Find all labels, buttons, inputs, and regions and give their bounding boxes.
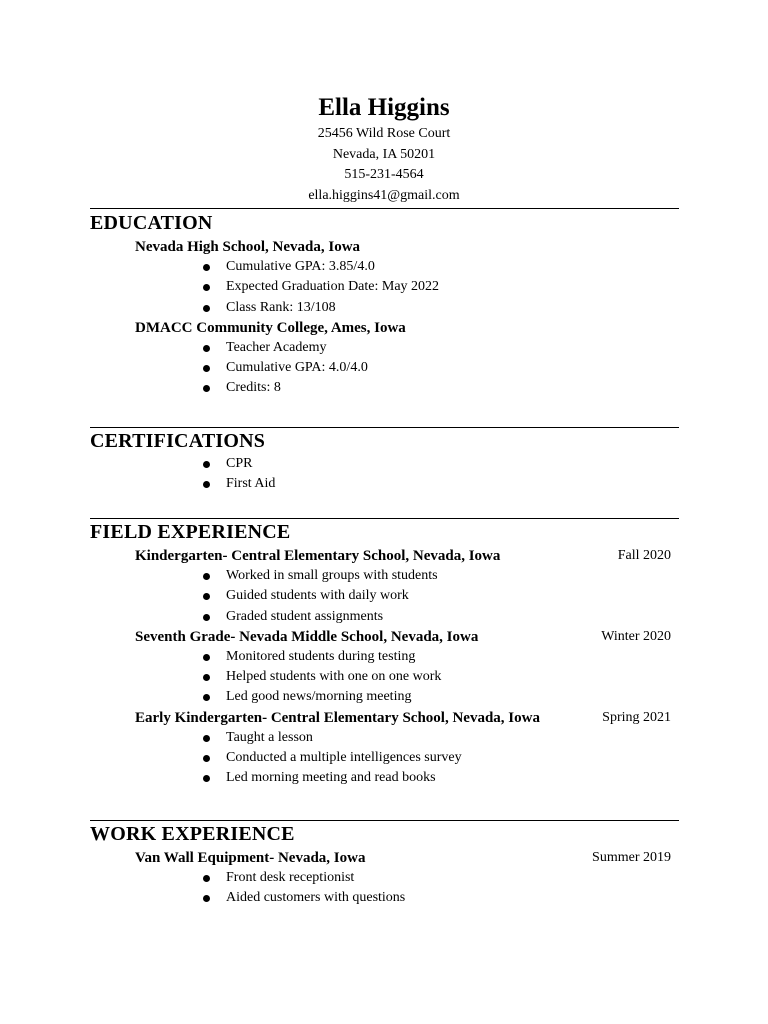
bullet-icon: [203, 573, 210, 580]
entry-heading: [135, 708, 679, 728]
list-item: [135, 474, 679, 494]
bullet-icon: [203, 461, 210, 468]
bullet-icon: [203, 264, 210, 271]
list-item-text: Led morning meeting and read books: [226, 770, 436, 786]
entry-date: Fall 2020: [617, 548, 671, 563]
list-item-text: Aided customers with questions: [226, 890, 406, 906]
bullet-icon: [203, 735, 210, 742]
field-experience-section: [90, 519, 679, 789]
list-item: [135, 647, 679, 667]
work-experience-section: [90, 821, 679, 909]
entry-heading: [135, 546, 679, 566]
bullet-icon: [203, 345, 210, 352]
certifications-section: [90, 428, 679, 495]
list-item: [135, 378, 679, 398]
list-item-text: Teacher Academy: [226, 339, 327, 355]
bullet-list: [135, 728, 679, 789]
bullet-list: [135, 868, 679, 909]
list-item-text: Monitored students during testing: [226, 648, 416, 664]
bullet-icon: [203, 875, 210, 882]
list-item: [135, 667, 679, 687]
bullet-icon: [203, 481, 210, 488]
list-item-text: Credits: 8: [226, 380, 281, 396]
section-title-work-experience: WORK EXPERIENCE: [90, 823, 295, 845]
entry-date: Spring 2021: [602, 709, 671, 725]
list-item: [135, 888, 679, 908]
bullet-icon: [203, 385, 210, 392]
entry-heading: DMACC Community College, Ames, Iowa: [135, 319, 406, 336]
phone-number: 515-231-4564: [344, 167, 424, 182]
list-item-text: Cumulative GPA: 3.85/4.0: [226, 259, 375, 274]
entry-date: Winter 2020: [601, 628, 671, 644]
section-title-certifications: CERTIFICATIONS: [90, 430, 266, 452]
list-item-text: Led good news/morning meeting: [226, 689, 412, 705]
list-item-text: Graded student assignments: [226, 608, 384, 624]
list-item-text: Helped students with one on one work: [226, 669, 442, 685]
list-item-text: Class Rank: 13/108: [226, 299, 336, 315]
education-entry: [135, 237, 679, 318]
entry-heading-text: Early Kindergarten- Central Elementary School, Nevada, Iowa: [135, 709, 540, 726]
list-item-text: Worked in small groups with students: [226, 568, 438, 583]
entry-heading-text: Seventh Grade- Nevada Middle School, Nevada, Iowa: [135, 628, 479, 645]
bullet-icon: [203, 895, 210, 902]
bullet-icon: [203, 305, 210, 312]
list-item: [135, 586, 679, 606]
list-item: [135, 277, 679, 297]
bullet-icon: [203, 654, 210, 661]
bullet-icon: [203, 755, 210, 762]
field-experience-entry: [135, 627, 679, 708]
bullet-icon: [203, 674, 210, 681]
field-experience-entry: [135, 546, 679, 627]
section-title-education: EDUCATION: [90, 212, 213, 234]
field-experience-entry: [135, 708, 679, 789]
list-item: [135, 768, 679, 788]
bullet-icon: [203, 365, 210, 372]
list-item: [135, 748, 679, 768]
entry-heading: [135, 848, 679, 868]
entry-date: Summer 2019: [592, 850, 671, 865]
address-line-1: 25456 Wild Rose Court: [317, 126, 451, 141]
list-item: [135, 566, 679, 586]
bullet-list: [135, 257, 679, 318]
list-item: [135, 607, 679, 627]
entry-heading: [135, 627, 679, 647]
address-line-2: Nevada, IA 50201: [332, 146, 436, 162]
bullet-icon: [203, 593, 210, 600]
list-item-text: First Aid: [226, 476, 276, 492]
bullet-icon: [203, 284, 210, 291]
list-item-text: Front desk receptionist: [226, 870, 355, 885]
list-item: [135, 454, 679, 474]
list-item-text: Conducted a multiple intelligences survey: [226, 750, 462, 766]
bullet-list: [135, 338, 679, 399]
entry-heading-text: Kindergarten- Central Elementary School, Nevada, Iowa: [135, 548, 501, 564]
education-section: [90, 210, 679, 399]
bullet-list: [135, 566, 679, 627]
list-item-text: Expected Graduation Date: May 2022: [226, 279, 440, 295]
applicant-name: Ella Higgins: [318, 94, 450, 121]
certifications-entry: [135, 454, 679, 495]
work-experience-entry: [135, 848, 679, 909]
list-item-text: Guided students with daily work: [226, 588, 409, 604]
bullet-icon: [203, 775, 210, 782]
list-item-text: CPR: [226, 456, 253, 471]
entry-heading-text: Van Wall Equipment- Nevada, Iowa: [135, 850, 366, 866]
section-divider: [90, 208, 679, 209]
section-title-field-experience: FIELD EXPERIENCE: [90, 521, 291, 543]
education-entry: [135, 318, 679, 399]
list-item-text: Cumulative GPA: 4.0/4.0: [226, 360, 368, 376]
bullet-icon: [203, 694, 210, 701]
bullet-icon: [203, 614, 210, 621]
bullet-list: [135, 647, 679, 708]
list-item: [135, 358, 679, 378]
entry-heading: Nevada High School, Nevada, Iowa: [135, 239, 361, 255]
list-item: [135, 338, 679, 358]
list-item: [135, 687, 679, 707]
email-address: ella.higgins41@gmail.com: [308, 187, 460, 203]
resume-header: [0, 92, 768, 206]
list-item: [135, 728, 679, 748]
list-item: [135, 257, 679, 277]
list-item: [135, 868, 679, 888]
list-item-text: Taught a lesson: [226, 729, 313, 745]
list-item: [135, 298, 679, 318]
bullet-list: [135, 454, 679, 495]
